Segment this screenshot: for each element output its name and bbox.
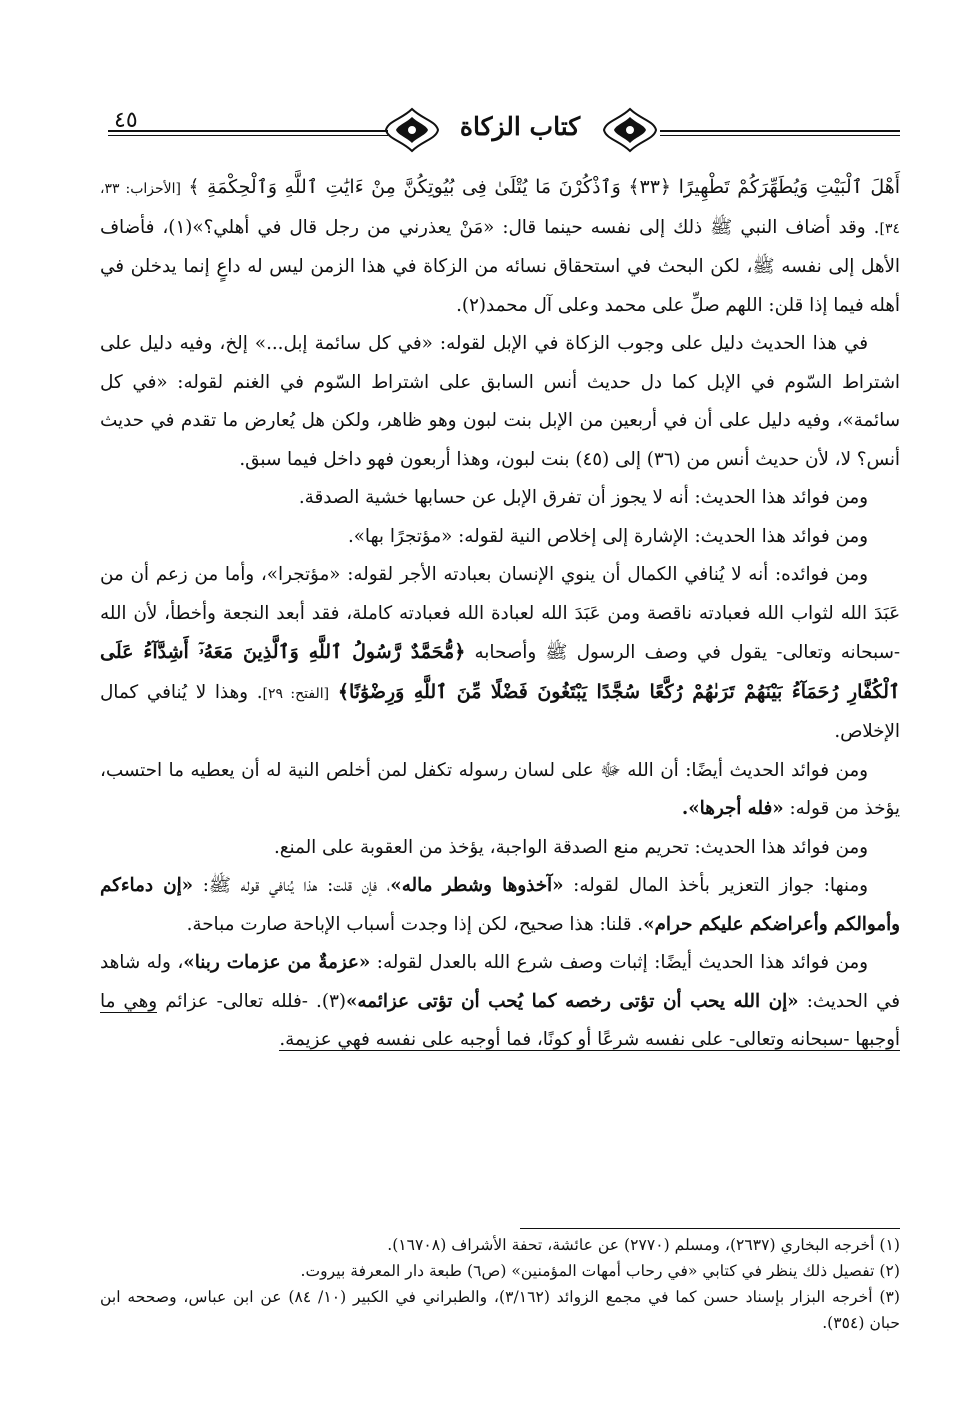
- paragraph-1: [100, 168, 900, 325]
- hadith-quote: «آخذوها وشطر ماله»: [390, 875, 564, 896]
- paragraph-text: ومنها: جواز التعزير بأخذ المال لقوله:: [563, 875, 869, 896]
- hadith-quote: «عزمةٌ من عزمات ربنا»: [183, 952, 371, 973]
- paragraph-4: ومن فوائد هذا الحديث: الإشارة إلى إخلاص النية لقوله: «مؤتجرًا بها».: [347, 525, 868, 547]
- footnote-divider: [520, 1228, 900, 1229]
- paragraph-text: . وهذا لا يُنافي كمال الإخلاص.: [100, 681, 900, 742]
- footnotes: [100, 1232, 900, 1336]
- paragraph-text: . وقد أضاف النبي ﷺ ذلك إلى نفسه حينما قال: «مَنْ يعذرني من رجل قال في أهلي؟»(١)، فأضاف الأهل إلى نفسه ﷺ، لكن البحث في استحقاق نسائه من الزكاة في هذا الزمن ليس له داعٍ إنما يدخلن في أهله فيما إذا قلن: اللهم صلِّ على محمد وعلى آل محمد(٢).: [100, 216, 900, 316]
- paragraph-7: ومن فوائد هذا الحديث: تحريم منع الصدقة الواجبة، يؤخذ من العقوبة على المنع.: [273, 836, 868, 858]
- quran-verse: ﴿مُّحَمَّدٌ رَّسُولُ ٱللَّهِ وَٱلَّذِينَ مَعَهُۥٓ أَشِدَّآءُ عَلَى ٱلْكُفَّارِ رُحَمَآءُ بَيْنَهُمْ تَرَىٰهُمْ رُكَّعًا سُجَّدًا يَبْتَغُونَ فَضْلًا مِّنَ ٱللَّهِ وَرِضْوَٰنًا﴾: [100, 641, 900, 703]
- footnote-3: (٣) أخرجه البزار بإسناد حسن كما في مجمع الزوائد (٣/١٦٢)، والطبراني في الكبير (١٠/ ٨٤) عن ابن عباس، وصححه ابن حبان (٣٥٤).: [100, 1288, 900, 1332]
- paragraph-text: ومن فوائد هذا الحديث أيضًا: إثبات وصف شرع الله بالعدل لقوله:: [370, 952, 868, 973]
- hadith-quote: «إن دماءكم وأموالكم وأعراضكم عليكم حرام»: [100, 875, 900, 935]
- footnote-1: (١) أخرجه البخاري (٢٦٣٧)، ومسلم (٢٧٧٠) عن عائشة، تحفة الأشراف (١٦٧٠٨).: [387, 1236, 900, 1254]
- paragraph-text: (٣). -فلله تعالى- عزائم: [157, 990, 346, 1012]
- ornament-left-icon: [382, 105, 442, 155]
- paragraph-text: ومن فوائد الحديث أيضًا: أن الله ﷻ على لسان رسوله تكفل لمن أخلص النية له أن يعطيه ما احتسب، يؤخذ من قوله:: [100, 759, 900, 819]
- paragraph-text: ، فإن قلت: هذا يُنافي قوله ﷺ:: [193, 875, 391, 896]
- verse-reference: [الأحزاب: ٣٣، ٣٤]: [100, 181, 900, 237]
- ornament-right-icon: [600, 105, 660, 155]
- paragraph-text: ومن فوائده: أنه لا يُنافي الكمال أن ينوي الإنسان بعبادته الأجر لقوله: «مؤتجرا»، وأما من زعم أن من عَبَدَ الله لثواب الله فعبادته ناقصة ومن عَبَدَ الله لعبادة الله فعبادته كاملة، فقد أبعد النجعة وأخطأ، لأن الله -سبحانه وتعالى- يقول في وصف الرسول ﷺ وأصحابه: [100, 564, 900, 663]
- paragraph-9: [100, 944, 900, 1060]
- header-rule-left: [108, 130, 388, 136]
- page-number: ٤٥: [114, 108, 138, 133]
- header-rule-right: [660, 130, 900, 136]
- paragraph-6: [100, 752, 900, 829]
- hadith-quote: «إن الله يحب أن تؤتى رخصه كما يُحب أن تؤتى عزائمه»: [345, 990, 799, 1012]
- paragraph-8: [100, 867, 900, 944]
- quran-verse: أَهْلَ ٱلْبَيْتِ وَيُطَهِّرَكُمْ تَطْهِيرًا ﴿٣٣﴾ وَٱذْكُرْنَ مَا يُتْلَىٰ فِى بُيُوتِكُنَّ مِنْ ءَايَٰتِ ٱللَّهِ وَٱلْحِكْمَةِ ﴾: [188, 176, 901, 198]
- hadith-quote: «فله أجرها».: [681, 798, 784, 819]
- chapter-title: كتاب الزكاة: [459, 112, 581, 141]
- paragraph-text: . قلنا: هذا صحيح، لكن إذا وجدت أسباب الإباحة صارت مباحة.: [186, 913, 644, 935]
- footnote-2: (٢) تفصيل ذلك ينظر في كتابي «في رحاب أمهات المؤمنين» (ص٦) طبعة دار المعرفة بيروت.: [300, 1262, 900, 1280]
- paragraph-2: في هذا الحديث دليل على وجوب الزكاة في الإبل لقوله: «في كل سائمة إبل...» إلخ، وفيه دليل على اشتراط السّوم في الإبل كما دل حديث أنس السابق على اشتراط السّوم في الغنم لقوله: «في كل سائمة»، وفيه دليل على أن في أربعين من الإبل بنت لبون وهو ظاهر، ولكن هل يُعارض ما تقدم في حديث أنس؟ لا، لأن حديث أنس من (٣٦) إلى (٤٥) بنت لبون، وهذا أربعون فهو داخل فيما سبق.: [100, 333, 900, 470]
- main-text: [100, 168, 900, 1060]
- verse-reference: [الفتح: ٢٩]: [262, 685, 330, 702]
- paragraph-text: ، وله شاهد في الحديث:: [100, 952, 900, 1012]
- page-header: [100, 100, 900, 170]
- paragraph-3: ومن فوائد هذا الحديث: أنه لا يجوز أن تفرق الإبل عن حسابها خشية الصدقة.: [298, 487, 868, 508]
- paragraph-5: [100, 556, 900, 752]
- underlined-text: وهي ما أوجبها -سبحانه وتعالى- على نفسه شرعًا أو كونًا، فما أوجبه على نفسه فهي عزيمة.: [100, 990, 900, 1050]
